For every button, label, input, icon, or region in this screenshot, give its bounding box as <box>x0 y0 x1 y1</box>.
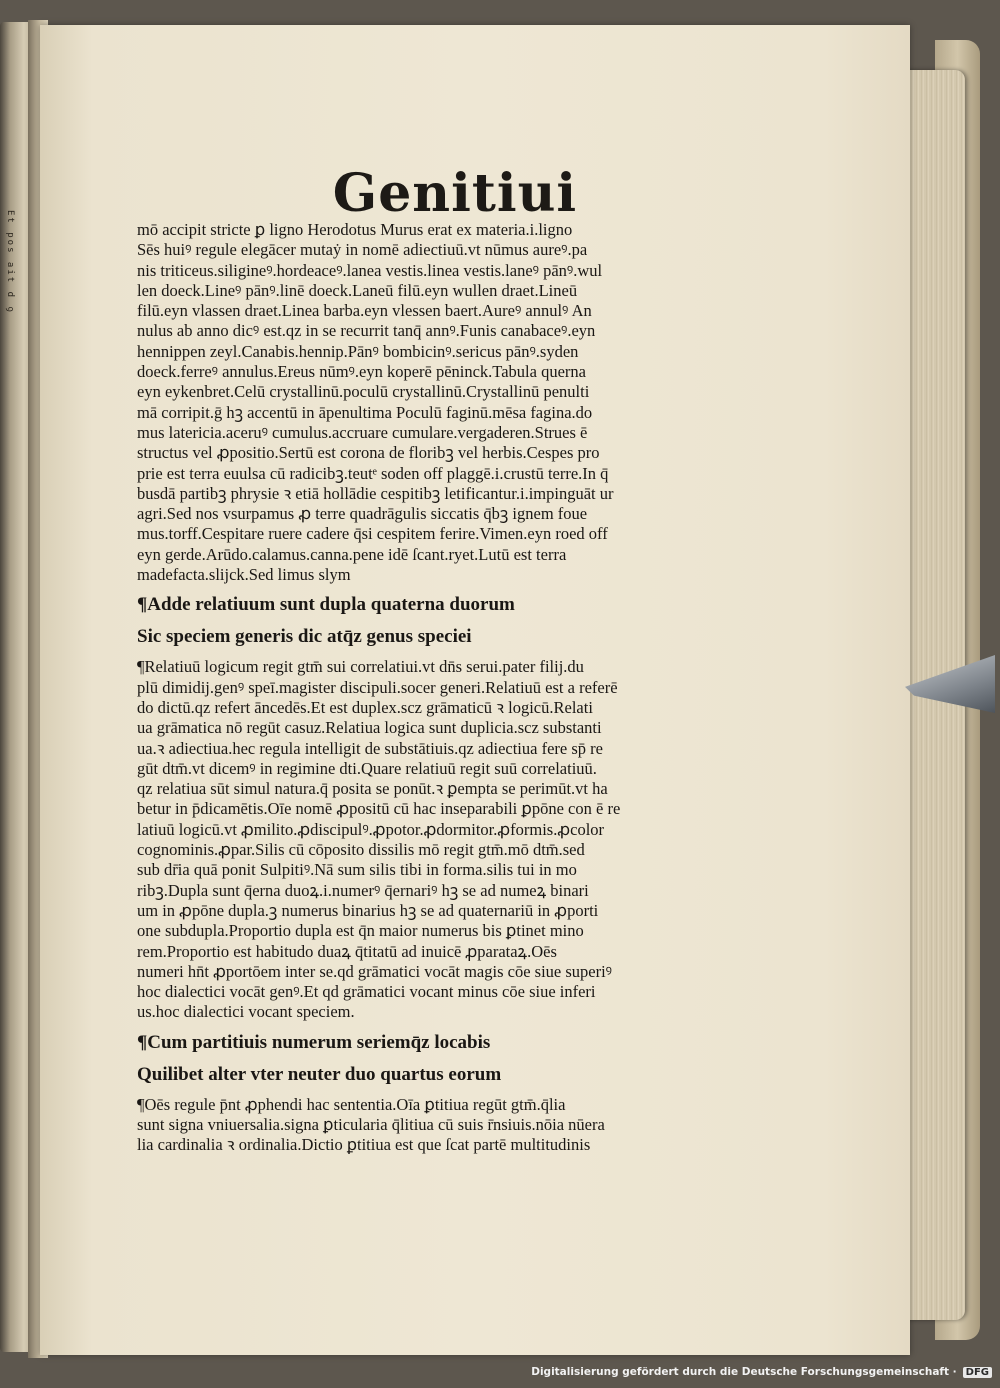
text-line: ua grāmatica nō regūt casuz.Relatiua logica sunt duplicia.scz substanti <box>137 718 602 738</box>
text-line: um in ꝓpōne dupla.ꝫ numerus binarius hꝫ se ad quaternariū in ꝓporti <box>137 900 599 920</box>
text-line: madefacta.slijck.Sed limus slym <box>137 565 351 585</box>
dfg-logo: DFG <box>963 1367 992 1378</box>
text-line: us.hoc dialectici vocant speciem. <box>137 1002 355 1022</box>
verse-heading: ¶Cum partitiuis numerum seriemq̄z locabis <box>137 1031 491 1053</box>
running-header <box>0 163 1000 224</box>
text-line: mō accipit stricte ꝑ ligno Herodotus Murus erat ex materia.i.ligno <box>137 220 573 239</box>
verse-heading: Quilibet alter vter neuter duo quartus eorum <box>137 1063 502 1085</box>
block-gap <box>137 617 717 625</box>
text-line: numeri hn̄t ꝓportōem inter se.qd grāmatici vocāt magis cōe siue superiꝰ <box>137 961 612 981</box>
main-text-block <box>137 220 717 1156</box>
block-gap <box>137 1055 717 1063</box>
text-line: len doeck.Lineꝰ pānꝰ.linē doeck.Laneū filū.eyn wullen draet.Lineū <box>137 280 578 300</box>
text-line: mā corripit.ḡ hꝫ accentū in āpenultima Poculū faginū.mēsa fagina.do <box>137 402 593 422</box>
verse-heading: ¶Adde relatiuum sunt dupla quaterna duorum <box>137 594 515 616</box>
text-line: Sēs huiꝰ regule elegācer mutaẏ in nomē adiectiuū.vt nūmus aureꝰ.pa <box>137 240 588 260</box>
text-line: doeck.ferreꝰ annulus.Ereus nūmꝰ.eyn koperē pēninck.Tabula querna <box>137 362 586 382</box>
text-line: latiuū logicū.vt ꝓmilito.ꝓdiscipulꝰ.ꝓpotor.ꝓdormitor.ꝓformis.ꝓcolor <box>137 819 605 839</box>
text-line: eyn eykenbret.Celū crystallinū.poculū crystallinū.Crystallinū penulti <box>137 382 590 402</box>
text-line: ribꝫ.Dupla sunt q̄erna duoꝝ.i.numerꝰ q̄ernariꝰ hꝫ se ad numeꝝ binari <box>137 880 589 900</box>
text-line: busdā partibꝫ phrysie ꝛ etiā hollādie cespitibꝫ letificantur.i.impinguāt ur <box>137 483 614 503</box>
text-line: eyn gerde.Arūdo.calamus.canna.pene idē ſcant.ryet.Lutū est terra <box>137 544 567 564</box>
text-line: ua.ꝛ adiectiua.hec regula intelligit de substātiuis.qz adiectiua fere sp̄ re <box>137 738 603 758</box>
text-line: hoc dialectici vocāt genꝰ.Et qd grāmatici vocant minus cōe siue inferi <box>137 982 596 1002</box>
verse-heading: Sic speciem generis dic atq̄z genus speciei <box>137 626 472 648</box>
text-line: one subdupla.Proportio dupla est q̄n maior numerus bis ꝑtinet mino <box>137 921 584 941</box>
block-gap <box>137 1023 717 1031</box>
text-line: agri.Sed nos vsurpamus ꝓ terre quadrāgulis siccatis q̄bꝫ ignem foue <box>137 504 588 524</box>
text-line: ¶Oēs regule p̄nt ꝓphendi hac sententia.Oīa ꝑtitiua regūt gtm̄.q̄lia <box>137 1094 566 1114</box>
left-page-marks: Et pos ait d ꝯ <box>5 210 15 314</box>
header-title: Genitiui <box>332 163 578 224</box>
funding-footer <box>531 1366 992 1378</box>
text-line: hennippen zeyl.Canabis.hennip.Pānꝰ bombicinꝰ.sericus pānꝰ.syden <box>137 341 579 361</box>
text-line: sub dr̄ia quā ponit Sulpitiꝰ.Nā sum silis tibi in forma.silis tui in mo <box>137 860 577 880</box>
block-gap <box>137 649 717 657</box>
text-line: structus vel ꝓpositio.Sertū est corona de floribꝫ vel herbis.Cespes pro <box>137 443 600 463</box>
block-gap <box>137 585 717 593</box>
text-line: cognominis.ꝓpar.Silis cū cōposito dissilis mō regit gtm̄.mō dtm̄.sed <box>137 840 585 860</box>
text-line: do dictū.qz refert āncedēs.Et est duplex.scz grāmaticū ꝛ logicū.Relati <box>137 697 593 717</box>
text-line: mus latericia.aceruꝰ cumulus.accruare cumulare.vergaderen.Strues ē <box>137 422 588 442</box>
text-line: mus.torff.Cespitare ruere cadere q̄si cespitem ferire.Vimen.eyn roed off <box>137 524 608 544</box>
text-line: prie est terra euulsa cū radicibꝫ.teutᵉ soden off plaggē.i.crustū terre.In q̄ <box>137 463 609 483</box>
text-line: nis triticeus.siligineꝰ.hordeaceꝰ.lanea vestis.linea vestis.laneꝰ pānꝰ.wul <box>137 260 603 280</box>
footer-text: Digitalisierung gefördert durch die Deutsche Forschungsgemeinschaft · <box>531 1366 957 1378</box>
text-line: qz relatiua sūt simul natura.q̄ posita se ponūt.ꝛ ꝑempta se perimūt.vt ha <box>137 779 608 799</box>
text-line: gūt dtm̄.vt dicemꝰ in regimine dti.Quare relatiuū regit suū correlatiuū. <box>137 758 597 778</box>
text-line: sunt signa vniuersalia.signa ꝑticularia q̄litiua cū suis r̄nsiuis.nōia nūera <box>137 1114 605 1134</box>
text-line: nulus ab anno dicꝰ est.qz in se recurrit tanq̄ annꝰ.Funis canabaceꝰ.eyn <box>137 321 596 341</box>
text-line: lia cardinalia ꝛ ordinalia.Dictio ꝑtitiua est que ſcat partē multitudinis <box>137 1135 591 1155</box>
text-line: ¶Relatiuū logicum regit gtm̄ sui correlatiui.vt dn̄s serui.pater filij.du <box>137 657 584 677</box>
text-line: filū.eyn vlassen draet.Linea barba.eyn vlessen baert.Aureꝰ annulꝰ An <box>137 301 592 321</box>
block-gap <box>137 1087 717 1095</box>
text-line: rem.Proportio est habitudo duaꝝ q̄titatū ad inuicē ꝓparataꝝ.Oēs <box>137 941 557 961</box>
text-line: betur in p̄dicamētis.Oīe nomē ꝓpositū cū hac inseparabili ꝑpōne con ē re <box>137 799 621 819</box>
text-line: plū dimidij.genꝰ speī.magister discipuli.socer generi.Relatiuū est a referē <box>137 677 618 697</box>
